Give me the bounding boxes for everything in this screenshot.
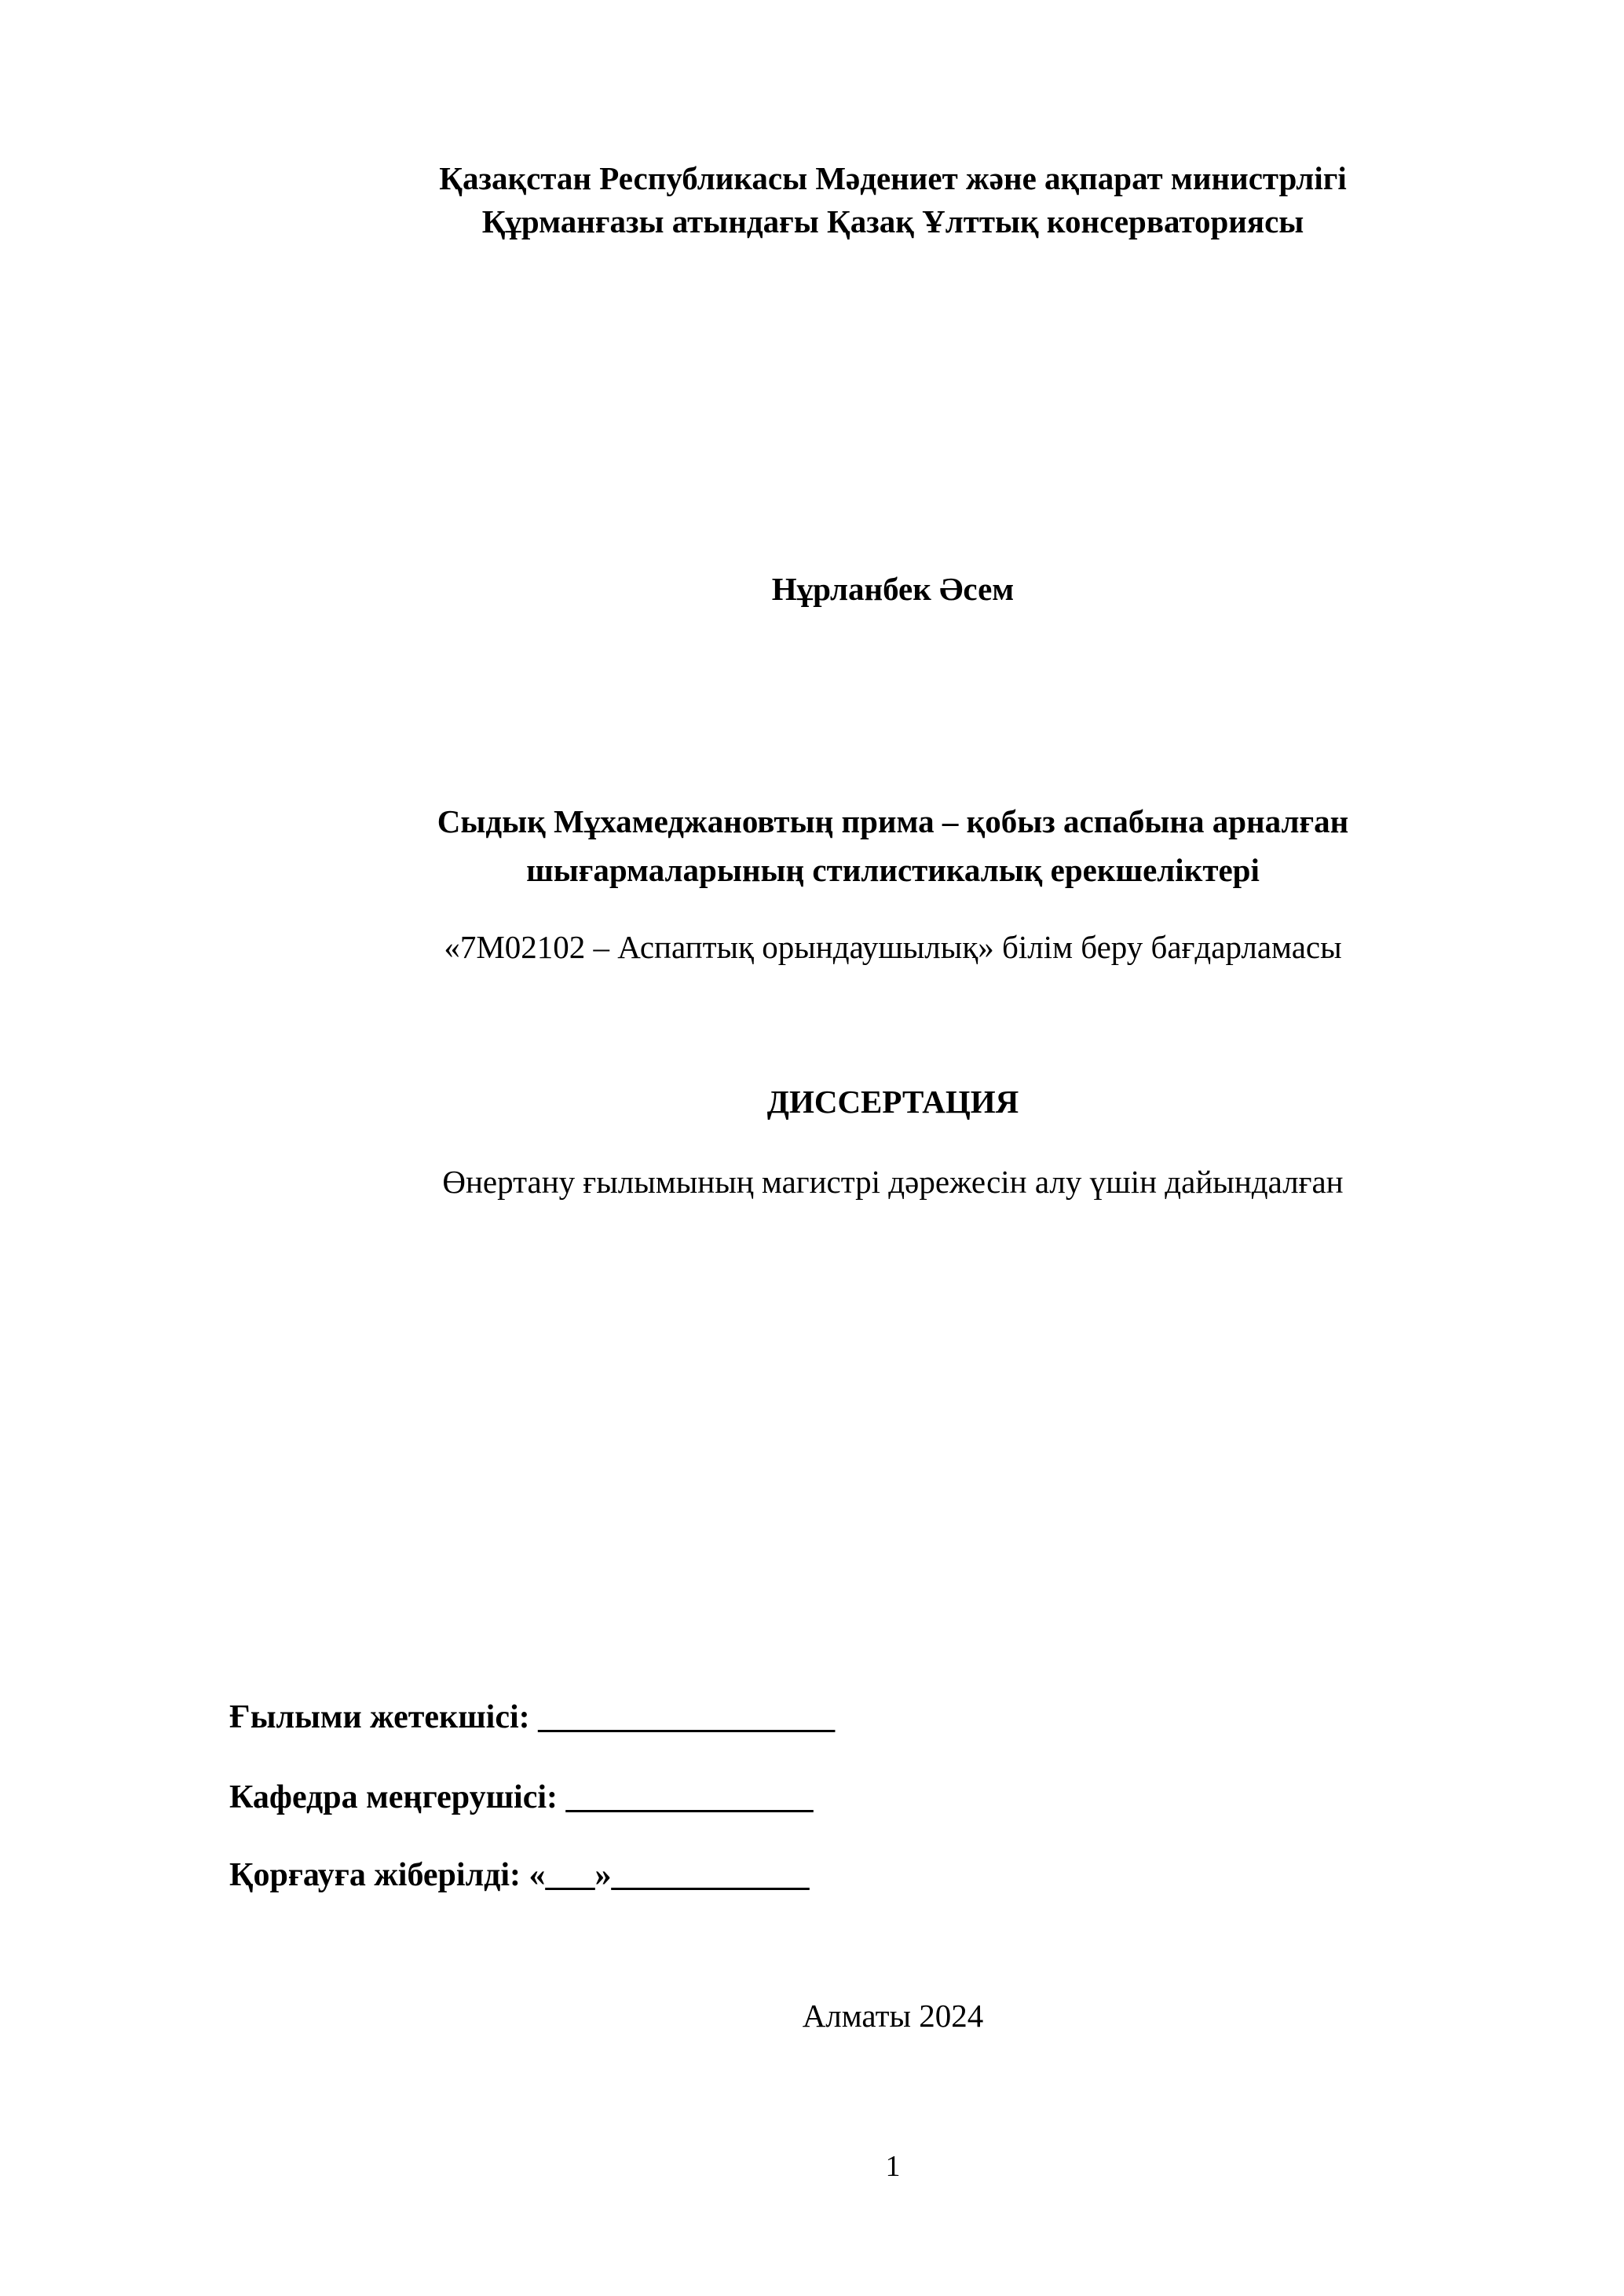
thesis-title-line-1: Сыдық Мұхамеджановтың прима – қобыз аспабына арналған	[437, 803, 1349, 839]
education-program: «7M02102 – Аспаптық орындаушылық» білім беру бағдарламасы	[444, 929, 1342, 965]
thesis-title-line-2: шығармаларының стилистикалық ерекшеліктері	[526, 852, 1260, 888]
page-number: 1	[885, 2150, 901, 2183]
defense-admission-line: Қорғауға жіберілді: «___»____________	[229, 1857, 810, 1893]
degree-statement: Өнертану ғылымының магистрі дәрежесін алу үшін дайындалған	[442, 1164, 1344, 1200]
document-type: ДИССЕРТАЦИЯ	[766, 1084, 1019, 1120]
institution-heading: Құрманғазы атындағы Қазақ Ұлттық консерваториясы	[481, 203, 1304, 239]
department-head-signature-line: Кафедра меңгерушісі: _______________	[229, 1779, 814, 1815]
ministry-heading: Қазақстан Республикасы Мәдениет және ақпарат министрлігі	[439, 160, 1347, 196]
supervisor-signature-line: Ғылыми жетекшісі: __________________	[229, 1699, 836, 1735]
place-and-year: Алматы 2024	[802, 1998, 984, 2034]
author-name: Нұрланбек Әсем	[771, 571, 1015, 607]
